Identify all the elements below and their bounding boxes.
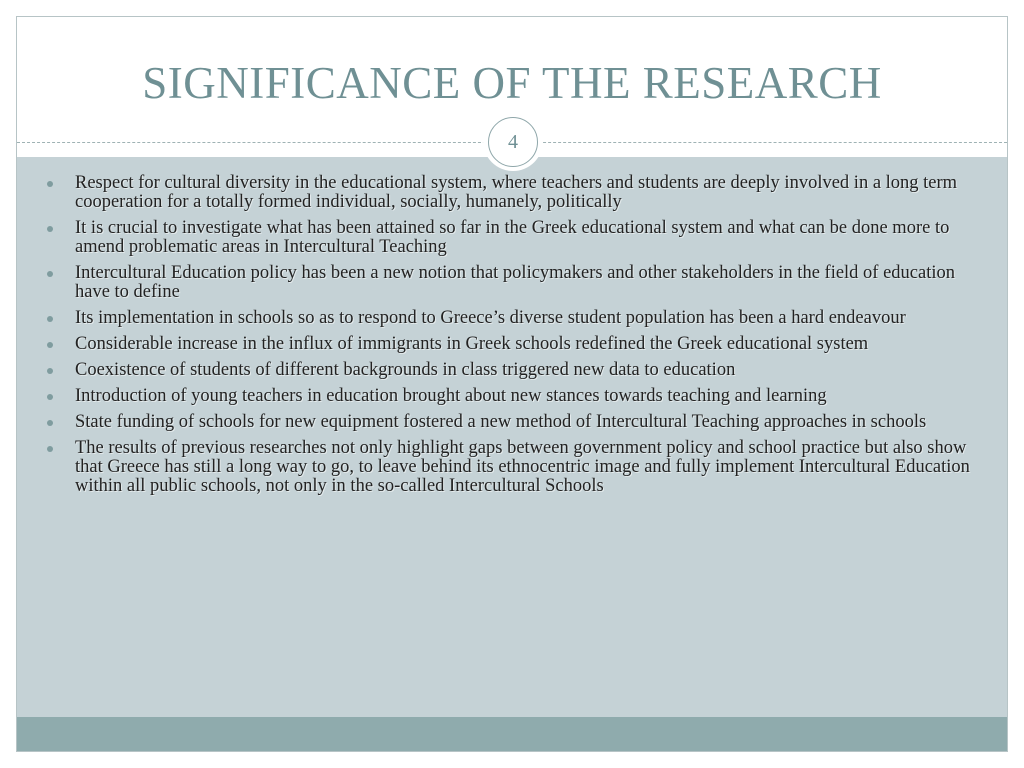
bullet-dot-icon	[47, 368, 53, 374]
slide-title: SIGNIFICANCE OF THE RESEARCH	[142, 58, 882, 108]
bullet-item	[47, 264, 987, 302]
bullet-item	[47, 361, 987, 380]
bullet-text: Introduction of young teachers in education brought about new stances towards teaching and learning	[75, 386, 827, 406]
bullet-list	[47, 174, 987, 503]
footer-band	[17, 717, 1007, 752]
bullet-text: It is crucial to investigate what has been attained so far in the Greek educational system and what can be done more to amend problematic areas in Intercultural Teaching	[75, 218, 950, 257]
bullet-text: Its implementation in schools so as to respond to Greece’s diverse student population has been a hard endeavour	[75, 308, 906, 328]
bullet-text: The results of previous researches not only highlight gaps between government policy and school practice but also show that Greece has still a long way to go, to leave behind its ethnocentric image and fully implement Intercultural Education within all public schools, not only in the so-called Intercultural Schools	[75, 438, 970, 496]
bullet-text: State funding of schools for new equipment fostered a new method of Intercultural Teaching approaches in schools	[75, 412, 927, 432]
bullet-item	[47, 309, 987, 328]
bullet-text: Coexistence of students of different backgrounds in class triggered new data to education	[75, 360, 736, 380]
bullet-dot-icon	[47, 226, 53, 232]
bullet-text: Intercultural Education policy has been a new notion that policymakers and other stakeholders in the field of education have to define	[75, 263, 956, 302]
bullet-dot-icon	[47, 271, 53, 277]
page-number-badge: 4	[488, 117, 538, 167]
bullet-item	[47, 219, 987, 257]
slide	[16, 16, 1008, 752]
bullet-text: Respect for cultural diversity in the educational system, where teachers and students are deeply involved in a long term cooperation for a totally formed individual, socially, humanely, politically	[75, 173, 958, 212]
bullet-dot-icon	[47, 181, 53, 187]
bullet-dot-icon	[47, 420, 53, 426]
bullet-dot-icon	[47, 394, 53, 400]
bullet-item	[47, 335, 987, 354]
bullet-item	[47, 413, 987, 432]
bullet-dot-icon	[47, 342, 53, 348]
bullet-item	[47, 387, 987, 406]
bullet-dot-icon	[47, 316, 53, 322]
bullet-item	[47, 439, 987, 496]
bullet-dot-icon	[47, 446, 53, 452]
bullet-item	[47, 174, 987, 212]
bullet-text: Considerable increase in the influx of immigrants in Greek schools redefined the Greek educational system	[75, 334, 869, 354]
